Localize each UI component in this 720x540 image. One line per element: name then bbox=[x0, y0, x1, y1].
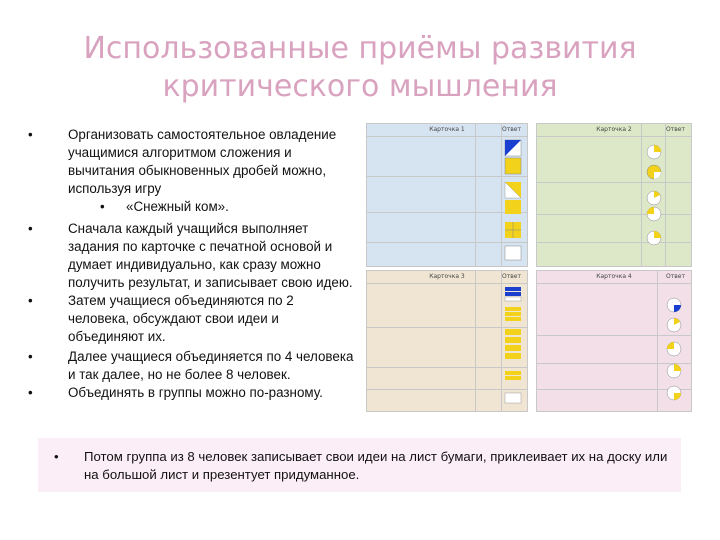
bottom-note-text: Потом группа из 8 человек записывает свои идеи на лист бумаги, приклеивает их на доску или на большой лист и презентует придуманное. bbox=[84, 449, 668, 482]
list-item bbox=[28, 292, 358, 346]
bullet-icon: • bbox=[28, 221, 33, 236]
card-title: Карточка 3 bbox=[429, 273, 465, 280]
card-3-image bbox=[366, 270, 528, 412]
card-header bbox=[537, 124, 691, 136]
bullet-icon: • bbox=[28, 349, 33, 364]
card-header bbox=[367, 271, 527, 283]
card-answer-label: Ответ bbox=[502, 126, 521, 133]
list-item bbox=[28, 126, 358, 198]
card-row bbox=[367, 367, 527, 389]
bullet-icon: • bbox=[100, 199, 105, 214]
title-line-2: критического мышления bbox=[162, 69, 558, 104]
list-item-text: Затем учащиеся объединяются по 2 человека, обсуждают свои идеи и объединяют их. bbox=[68, 293, 294, 344]
card-1-image bbox=[366, 123, 528, 267]
card-header bbox=[537, 271, 691, 283]
bullet-icon: • bbox=[28, 127, 33, 142]
card-answer-label: Ответ bbox=[502, 273, 521, 280]
card-row bbox=[367, 283, 527, 327]
fraction-picture bbox=[661, 285, 689, 409]
fraction-picture bbox=[644, 138, 664, 262]
list-item-text: Объединять в группы можно по-разному. bbox=[68, 385, 323, 400]
bullet-icon: • bbox=[28, 293, 33, 308]
card-title: Карточка 1 bbox=[429, 126, 465, 133]
list-item bbox=[28, 348, 358, 384]
card-2-image bbox=[536, 123, 692, 267]
list-item-text: Организовать самостоятельное овладение учащимися алгоритмом сложения и вычитания обыкновенных дробей можно, используя игру bbox=[68, 127, 337, 196]
fraction-picture bbox=[504, 138, 524, 262]
list-item-text: Сначала каждый учащийся выполняет задания по карточке с печатной основой и думает индивидуально, как сразу можно получить результат, и записывает свою идею. bbox=[68, 221, 353, 290]
bullet-icon: • bbox=[28, 385, 33, 400]
card-4-image bbox=[536, 270, 692, 412]
card-row bbox=[367, 242, 527, 266]
card-row bbox=[537, 182, 691, 214]
card-row bbox=[367, 389, 527, 411]
bullet-list bbox=[28, 126, 358, 402]
card-row bbox=[367, 176, 527, 212]
list-item bbox=[28, 220, 358, 292]
card-header bbox=[367, 124, 527, 136]
card-answer-label: Ответ bbox=[666, 126, 685, 133]
card-row bbox=[367, 212, 527, 242]
list-item bbox=[28, 384, 358, 402]
card-title: Карточка 4 bbox=[596, 273, 632, 280]
card-row bbox=[367, 136, 527, 176]
card-answer-label: Ответ bbox=[666, 273, 685, 280]
title-line-1: Использованные приёмы развития bbox=[83, 31, 637, 66]
list-item-text: Далее учащиеся объединяется по 4 человека и так далее, но не более 8 человек. bbox=[68, 349, 354, 382]
bottom-note-item bbox=[50, 448, 670, 484]
card-row bbox=[367, 327, 527, 367]
list-sub-item bbox=[28, 198, 358, 216]
bottom-note bbox=[38, 438, 681, 492]
card-row bbox=[537, 136, 691, 182]
fraction-picture bbox=[504, 285, 524, 407]
card-row bbox=[537, 242, 691, 266]
card-row bbox=[537, 214, 691, 242]
card-title: Карточка 2 bbox=[596, 126, 632, 133]
bullet-icon: • bbox=[54, 449, 59, 464]
list-item-text: «Снежный ком». bbox=[126, 199, 229, 214]
page-title bbox=[60, 30, 660, 106]
